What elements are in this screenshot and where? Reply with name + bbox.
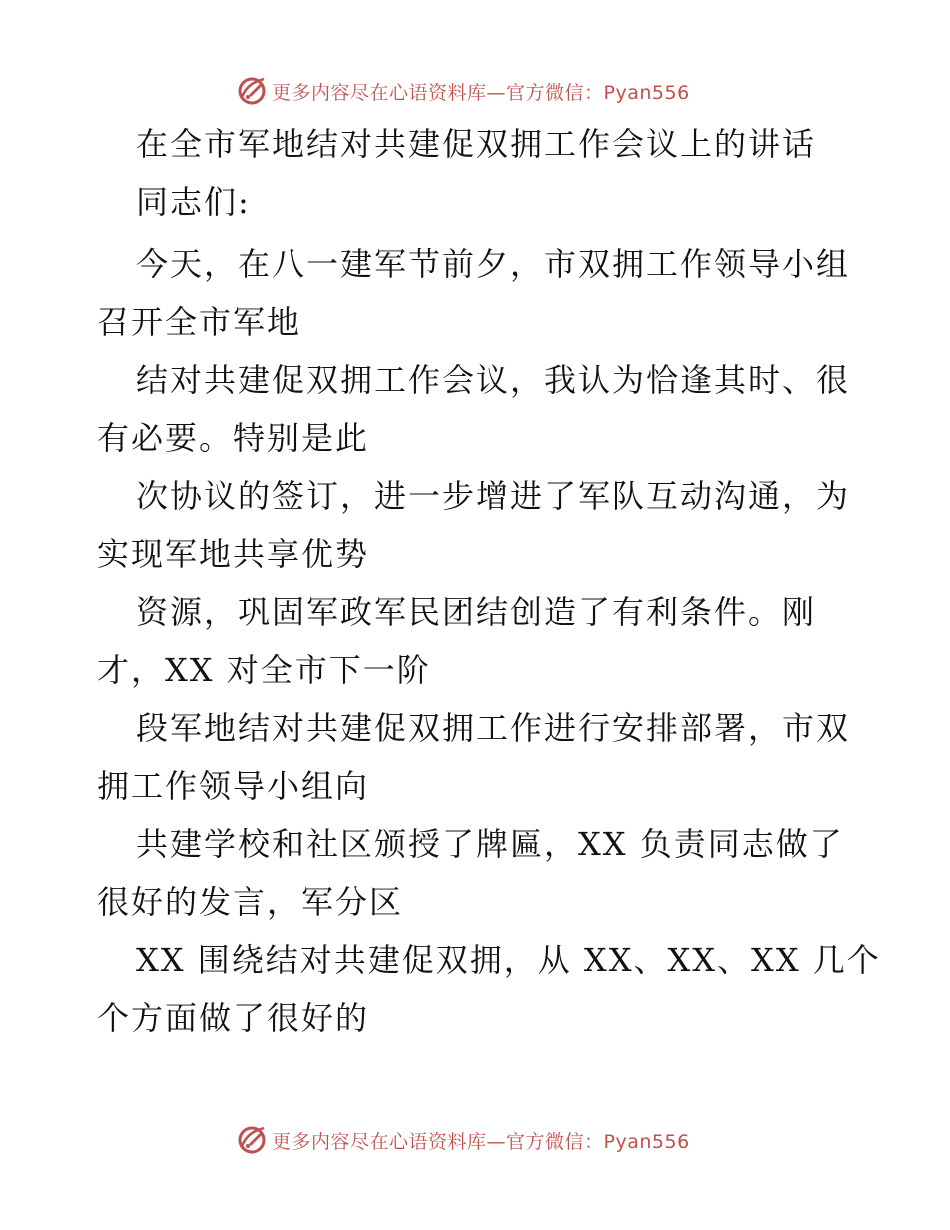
paragraph-line: XX 围绕结对共建促双拥，从 XX、XX、XX 几个 [136, 941, 881, 979]
paragraph-line: 很好的发言，军分区 [97, 883, 404, 921]
footer-watermark [236, 1123, 690, 1157]
paragraph-line: 有必要。特别是此 [97, 419, 370, 457]
paragraph-line: 召开全市军地 [97, 303, 302, 341]
watermark-text: 更多内容尽在心语资料库—官方微信：Pyan556 [272, 81, 690, 104]
pen-swirl-logo-icon [236, 75, 268, 107]
paragraph-line: 拥工作领导小组向 [97, 767, 370, 805]
paragraph-line: 共建学校和社区颁授了牌匾，XX 负责同志做了 [136, 825, 844, 863]
paragraph-line: 次协议的签订，进一步增进了军队互动沟通，为 [136, 477, 851, 515]
greeting: 同志们: [136, 183, 251, 221]
paragraph-line: 结对共建促双拥工作会议，我认为恰逢其时、很 [136, 361, 851, 399]
paragraph-line: 资源，巩固军政军民团结创造了有利条件。刚 [136, 593, 817, 631]
paragraph-line: 实现军地共享优势 [97, 535, 370, 573]
paragraph-line: 今天，在八一建军节前夕，市双拥工作领导小组 [136, 245, 851, 283]
pen-swirl-logo-icon [236, 1124, 268, 1156]
document-title: 在全市军地结对共建促双拥工作会议上的讲话 [136, 125, 817, 163]
paragraph-line: 个方面做了很好的 [97, 999, 370, 1037]
watermark-text: 更多内容尽在心语资料库—官方微信：Pyan556 [272, 1130, 690, 1153]
paragraph-line: 才，XX 对全市下一阶 [97, 651, 431, 689]
paragraph-line: 段军地结对共建促双拥工作进行安排部署，市双 [136, 709, 851, 747]
header-watermark [236, 74, 690, 108]
